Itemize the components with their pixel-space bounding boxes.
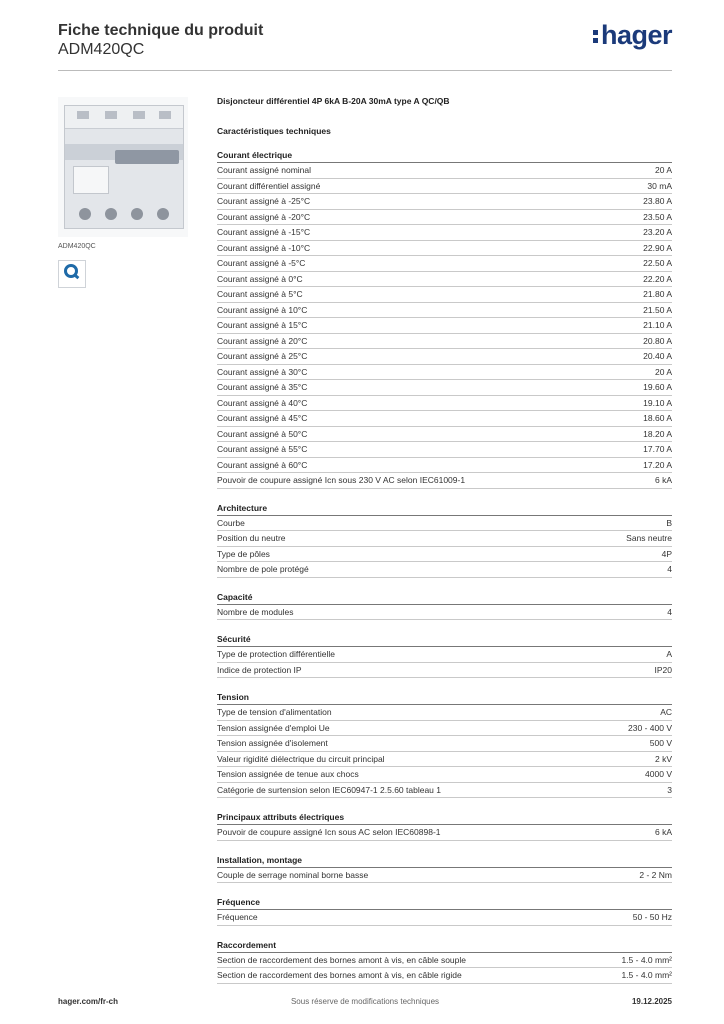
spec-label: Nombre de pole protégé: [217, 564, 309, 574]
spec-label: Courant assigné à -5°C: [217, 258, 306, 268]
spec-label: Courbe: [217, 517, 245, 528]
spec-row: [217, 473, 672, 489]
spec-value: 22.50 A: [643, 258, 672, 268]
spec-row: [217, 562, 672, 578]
spec-value: 20 A: [654, 366, 672, 377]
spec-value: 500 V: [649, 738, 672, 748]
spec-value: Sans neutre: [626, 533, 672, 543]
spec-value: 1.5 - 4.0 mm²: [621, 970, 672, 980]
spec-label: Courant assigné à 20°C: [217, 335, 308, 346]
spec-row: [217, 968, 672, 984]
spec-label: Courant assigné à 40°C: [217, 397, 308, 408]
spec-label: Courant assigné à -15°C: [217, 227, 311, 237]
spec-label: Courant assigné nominal: [217, 165, 312, 175]
header-divider: [58, 70, 672, 71]
quality-q-icon: [58, 260, 86, 288]
spec-value: 50 - 50 Hz: [632, 912, 672, 922]
spec-groups: [217, 149, 672, 984]
spec-row: [217, 427, 672, 443]
footer-website: hager.com/fr-ch: [58, 997, 119, 1006]
spec-label: Courant assigné à 55°C: [217, 444, 308, 454]
spec-label: Courant assigné à 10°C: [217, 304, 308, 315]
spec-row: [217, 910, 672, 926]
spec-row: [217, 705, 672, 721]
spec-value: 30 mA: [647, 180, 672, 191]
spec-label: Position du neutre: [217, 533, 286, 543]
spec-value: 23.80 A: [643, 196, 672, 206]
group-title: Raccordement: [217, 939, 672, 953]
product-description: Disjoncteur différentiel 4P 6kA B-20A 30mA type A QC/QB: [217, 96, 450, 106]
spec-value: 1.5 - 4.0 mm²: [621, 954, 672, 965]
spec-label: Pouvoir de coupure assigné Icn sous 230 V AC selon IEC61009-1: [217, 475, 466, 485]
spec-row: [217, 396, 672, 412]
group-title: Sécurité: [217, 633, 672, 647]
spec-value: 17.20 A: [643, 459, 672, 470]
spec-value: 2 kV: [654, 753, 672, 764]
spec-value: 4P: [661, 548, 672, 559]
spec-row: [217, 736, 672, 752]
spec-value: 18.20 A: [643, 428, 672, 439]
spec-row: [217, 179, 672, 195]
spec-row: [217, 868, 672, 884]
spec-value: 18.60 A: [643, 413, 672, 423]
spec-label: Valeur rigidité diélectrique du circuit principal: [217, 753, 385, 764]
spec-row: [217, 318, 672, 334]
spec-value: B: [666, 517, 672, 528]
section-heading: Caractéristiques techniques: [217, 126, 331, 136]
spec-row: [217, 752, 672, 768]
spec-label: Tension assignée de tenue aux chocs: [217, 769, 359, 779]
spec-label: Courant assigné à 60°C: [217, 459, 308, 470]
spec-label: Courant assigné à 45°C: [217, 413, 308, 423]
spec-label: Fréquence: [217, 912, 258, 922]
spec-value: 21.10 A: [643, 320, 672, 330]
spec-label: Type de tension d'alimentation: [217, 707, 332, 717]
spec-row: [217, 163, 672, 179]
spec-row: [217, 380, 672, 396]
spec-value: 19.10 A: [643, 397, 672, 408]
group-title: Courant électrique: [217, 149, 672, 163]
spec-row: [217, 272, 672, 288]
spec-label: Courant assigné à 15°C: [217, 320, 308, 330]
product-image-column: [58, 97, 188, 288]
spec-value: 6 kA: [654, 827, 672, 837]
spec-row: [217, 458, 672, 474]
group-title: Tension: [217, 691, 672, 705]
spec-value: AC: [660, 707, 672, 717]
spec-label: Courant différentiel assigné: [217, 180, 321, 191]
spec-value: 20.80 A: [643, 335, 672, 346]
spec-value: 23.20 A: [643, 227, 672, 237]
spec-label: Courant assigné à -20°C: [217, 211, 311, 222]
footer-date: 19.12.2025: [631, 997, 672, 1006]
spec-value: 22.20 A: [643, 273, 672, 284]
spec-value: IP20: [654, 664, 672, 675]
spec-row: [217, 605, 672, 621]
page-header: [58, 20, 672, 70]
footer-notice: Sous réserve de modifications techniques: [290, 997, 440, 1006]
spec-label: Couple de serrage nominal borne basse: [217, 869, 369, 880]
spec-value: A: [666, 649, 672, 659]
spec-value: 21.80 A: [643, 289, 672, 299]
spec-row: [217, 442, 672, 458]
image-caption: ADM420QC: [58, 243, 96, 250]
spec-value: 17.70 A: [643, 444, 672, 454]
spec-row: [217, 783, 672, 799]
spec-label: Tension assignée d'emploi Ue: [217, 722, 330, 733]
spec-label: Section de raccordement des bornes amont à vis, en câble souple: [217, 954, 467, 965]
spec-value: 22.90 A: [643, 242, 672, 253]
spec-row: [217, 241, 672, 257]
group-title: Installation, montage: [217, 854, 672, 868]
spec-value: 2 - 2 Nm: [639, 869, 672, 880]
spec-row: [217, 334, 672, 350]
spec-row: [217, 663, 672, 679]
spec-label: Courant assigné à -25°C: [217, 196, 311, 206]
spec-row: [217, 953, 672, 969]
spec-label: Courant assigné à -10°C: [217, 242, 311, 253]
spec-value: 23.50 A: [643, 211, 672, 222]
spec-label: Indice de protection IP: [217, 664, 302, 675]
spec-label: Section de raccordement des bornes amont à vis, en câble rigide: [217, 970, 462, 980]
spec-value: 6 kA: [654, 475, 672, 485]
spec-row: [217, 287, 672, 303]
spec-label: Nombre de modules: [217, 606, 294, 617]
spec-content: [217, 96, 672, 984]
spec-label: Courant assigné à 30°C: [217, 366, 308, 377]
group-title: Capacité: [217, 591, 672, 605]
spec-label: Courant assigné à 5°C: [217, 289, 303, 299]
spec-value: 19.60 A: [643, 382, 672, 392]
logo-dots-icon: [593, 27, 599, 46]
group-title: Principaux attributs électriques: [217, 811, 672, 825]
product-reference: ADM420QC: [58, 41, 145, 58]
spec-label: Courant assigné à 50°C: [217, 428, 308, 439]
spec-row: [217, 349, 672, 365]
spec-value: 20 A: [654, 165, 672, 175]
spec-row: [217, 531, 672, 547]
spec-label: Courant assigné à 0°C: [217, 273, 303, 284]
spec-row: [217, 647, 672, 663]
spec-value: 4: [667, 564, 672, 574]
spec-label: Pouvoir de coupure assigné Icn sous AC selon IEC60898-1: [217, 827, 441, 837]
spec-value: 21.50 A: [643, 304, 672, 315]
spec-label: Courant assigné à 35°C: [217, 382, 308, 392]
spec-row: [217, 303, 672, 319]
hager-logo: [593, 20, 672, 51]
spec-value: 20.40 A: [643, 351, 672, 361]
spec-row: [217, 516, 672, 532]
spec-row: [217, 721, 672, 737]
spec-row: [217, 547, 672, 563]
group-title: Architecture: [217, 502, 672, 516]
spec-label: Tension assignée d'isolement: [217, 738, 328, 748]
spec-label: Courant assigné à 25°C: [217, 351, 308, 361]
spec-label: Type de protection différentielle: [217, 649, 335, 659]
spec-row: [217, 365, 672, 381]
spec-label: Type de pôles: [217, 548, 270, 559]
circuit-breaker-illustration: [64, 105, 184, 229]
spec-row: [217, 767, 672, 783]
spec-row: [217, 411, 672, 427]
logo-text: hager: [600, 20, 672, 50]
spec-row: [217, 225, 672, 241]
spec-row: [217, 194, 672, 210]
spec-value: 3: [667, 784, 672, 795]
spec-label: Catégorie de surtension selon IEC60947-1 2.5.60 tableau 1: [217, 784, 441, 795]
group-title: Fréquence: [217, 896, 672, 910]
spec-value: 4: [667, 606, 672, 617]
spec-row: [217, 256, 672, 272]
page-footer: [58, 997, 672, 1009]
spec-row: [217, 210, 672, 226]
page-title: Fiche technique du produit: [58, 22, 264, 39]
spec-row: [217, 825, 672, 841]
spec-value: 4000 V: [645, 769, 672, 779]
product-image: [58, 97, 188, 237]
spec-value: 230 - 400 V: [628, 722, 672, 733]
